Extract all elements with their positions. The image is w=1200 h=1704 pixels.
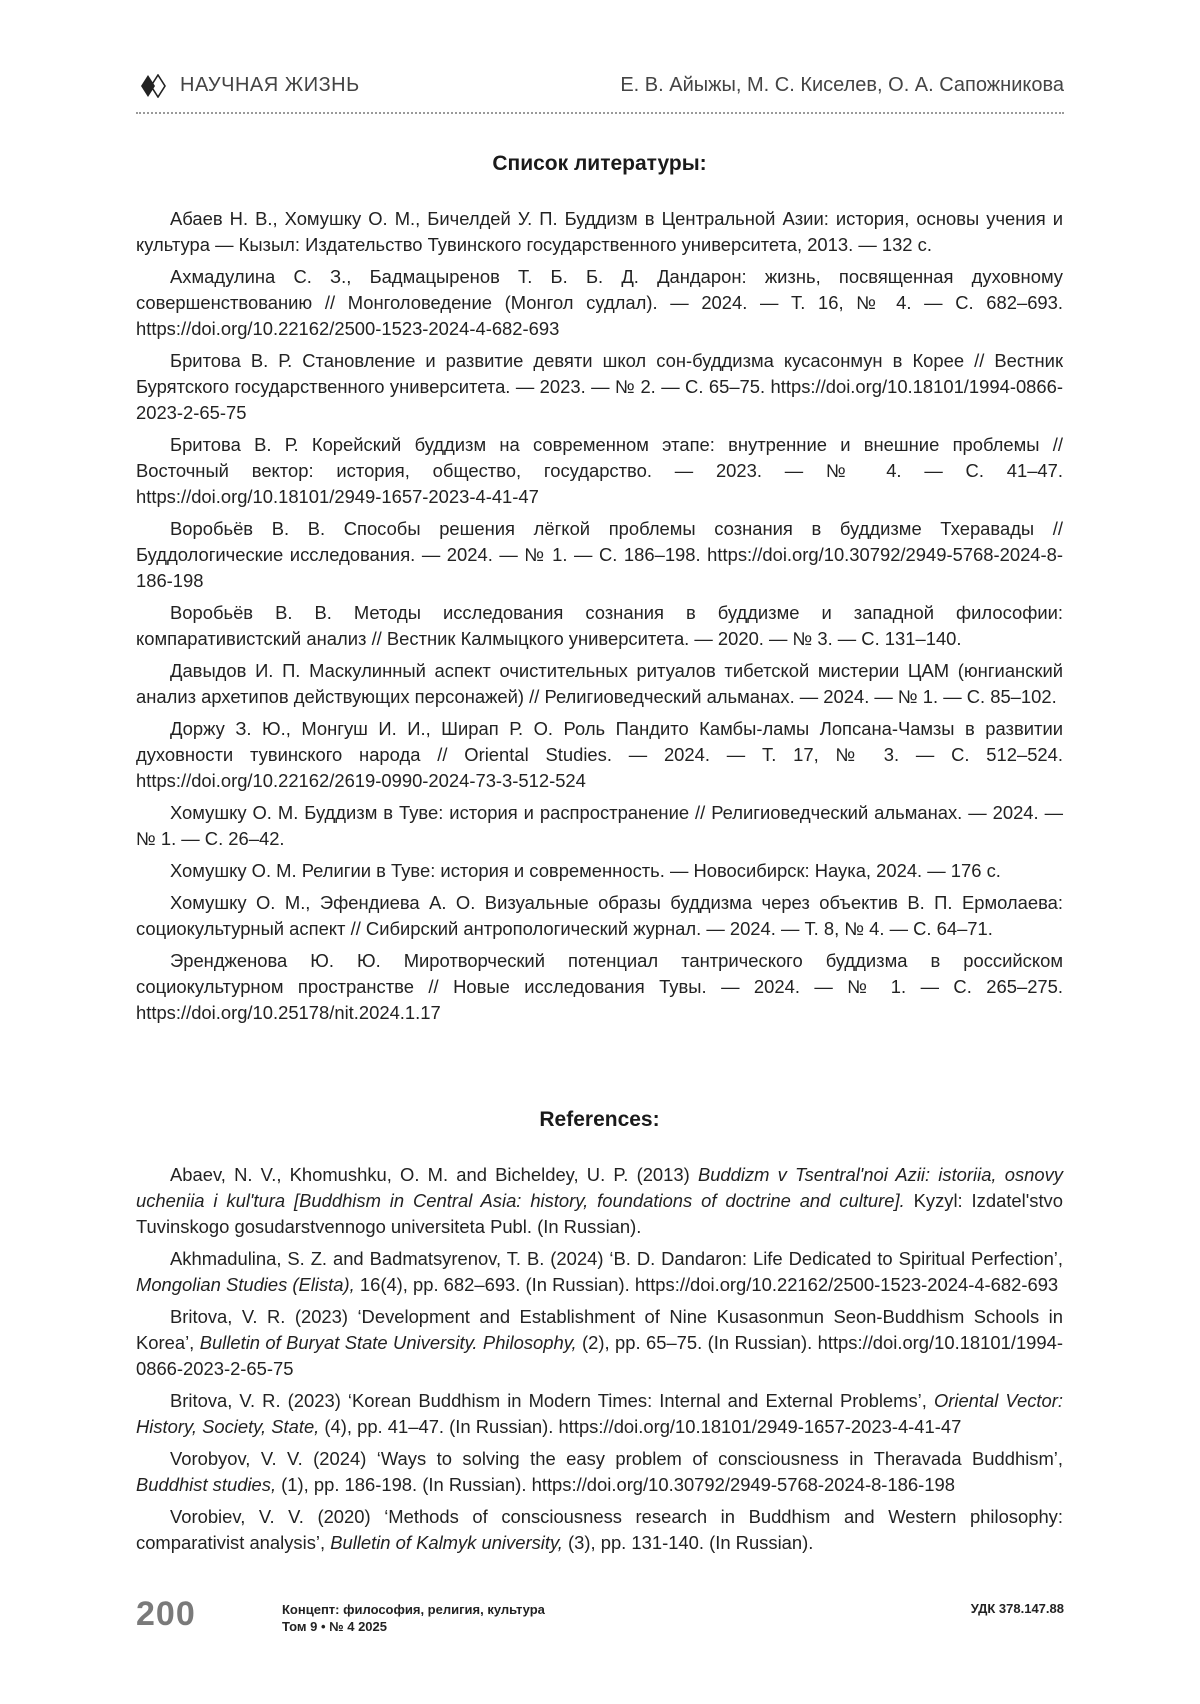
reference-item: Ахмадулина С. З., Бадмацыренов Т. Б. Б. Д. Дандарон: жизнь, посвященная духовному совершенствованию // Монголоведение (Монгол судлал). — 2024. — Т. 16, № 4. — С. 682–693. https://doi.org/10.22162/2500-1523-2024-4-682-693	[136, 266, 1063, 339]
section-title: НАУЧНАЯ ЖИЗНЬ	[180, 74, 360, 96]
references-heading-ru: Список литературы:	[492, 152, 707, 175]
russian-references	[136, 152, 1063, 1032]
references-heading-en: References:	[539, 1108, 660, 1131]
journal-title: Концепт: философия, религия, культура	[282, 1602, 545, 1617]
running-header	[136, 72, 1064, 112]
udc-code: УДК 378.147.88	[970, 1601, 1064, 1616]
reference-item: Vorobyov, V. V. (2024) ‘Ways to solving the easy problem of consciousness in Theravada Buddhism’, Buddhist studies, (1), pp. 186-198. (In Russian). https://doi.org/10.30792/2949-5768-2024-8-186-198	[136, 1448, 1063, 1495]
reference-item: Britova, V. R. (2023) ‘Development and Establishment of Nine Kusasonmun Seon-Buddhism Schools in Korea’, Bulletin of Buryat State University. Philosophy, (2), pp. 65–75. (In Russian). https://doi.org/10.18101/1994-0866-2023-2-65-75	[136, 1306, 1063, 1379]
page-footer	[136, 1595, 1064, 1655]
header-divider	[136, 112, 1064, 114]
reference-item: Britova, V. R. (2023) ‘Korean Buddhism in Modern Times: Internal and External Problems’, Oriental Vector: History, Society, State, (4), pp. 41–47. (In Russian). https://doi.org/10.18101/2949-1657-2023-4-41-47	[136, 1390, 1063, 1437]
reference-item: Хомушку О. М. Буддизм в Туве: история и распространение // Религиоведческий альманах. — 2024. — № 1. — С. 26–42.	[136, 802, 1063, 849]
reference-item: Бритова В. Р. Корейский буддизм на современном этапе: внутренние и внешние проблемы // Восточный вектор: история, общество, государство. — 2023. — № 4. — С. 41–47. https://doi.org/10.18101/2949-1657-2023-4-41-47	[136, 434, 1063, 507]
english-references	[136, 1108, 1063, 1562]
reference-item: Воробьёв В. В. Способы решения лёгкой проблемы сознания в буддизме Тхеравады // Буддологические исследования. — 2024. — № 1. — С. 186–198. https://doi.org/10.30792/2949-5768-2024-8-186-198	[136, 518, 1063, 591]
running-authors: Е. В. Айыжы, М. С. Киселев, О. А. Сапожникова	[620, 74, 1064, 96]
journal-info	[282, 1601, 545, 1635]
reference-item: Давыдов И. П. Маскулинный аспект очистительных ритуалов тибетской мистерии ЦАМ (юнгианский анализ архетипов действующих персонажей) // Религиоведческий альманах. — 2024. — № 1. — С. 85–102.	[136, 660, 1063, 707]
reference-item: Абаев Н. В., Хомушку О. М., Бичелдей У. П. Буддизм в Центральной Азии: история, основы учения и культура — Кызыл: Издательство Тувинского государственного университета, 2013. — 132 с.	[136, 208, 1063, 255]
reference-item: Доржу З. Ю., Монгуш И. И., Ширап Р. О. Роль Пандито Камбы-ламы Лопсана-Чамзы в развитии духовности тувинского народа // Oriental Studies. — 2024. — Т. 17, № 3. — С. 512–524. https://doi.org/10.22162/2619-0990-2024-73-3-512-524	[136, 718, 1063, 791]
reference-item: Эрендженова Ю. Ю. Миротворческий потенциал тантрического буддизма в российском социокультурном пространстве // Новые исследования Тувы. — 2024. — № 1. — С. 265–275. https://doi.org/10.25178/nit.2024.1.17	[136, 950, 1063, 1023]
reference-item: Vorobiev, V. V. (2020) ‘Methods of consciousness research in Buddhism and Western philosophy: comparativist analysis’, Bulletin of Kalmyk university, (3), pp. 131-140. (In Russian).	[136, 1506, 1063, 1553]
journal-issue: Том 9 • № 4 2025	[282, 1619, 387, 1634]
reference-item: Хомушку О. М. Религии в Туве: история и современность. — Новосибирск: Наука, 2024. — 176 с.	[170, 860, 1001, 881]
reference-item: Akhmadulina, S. Z. and Badmatsyrenov, T. B. (2024) ‘B. D. Dandaron: Life Dedicated to Spiritual Perfection’, Mongolian Studies (Elista), 16(4), pp. 682–693. (In Russian). https://doi.org/10.22162/2500-1523-2024-4-682-693	[136, 1248, 1063, 1295]
diamond-logo-icon	[140, 74, 172, 98]
reference-item: Abaev, N. V., Khomushku, O. M. and Bicheldey, U. P. (2013) Buddizm v Tsentral'noi Azii: istoriia, osnovy ucheniia i kul'tura [Buddhism in Central Asia: history, foundations of doctrine and culture]. Kyzyl: Izdatel'stvo Tuvinskogo gosudarstvennogo universiteta Publ. (In Russian).	[136, 1164, 1063, 1237]
reference-item: Воробьёв В. В. Методы исследования сознания в буддизме и западной философии: компаративистский анализ // Вестник Калмыцкого университета. — 2020. — № 3. — С. 131–140.	[136, 602, 1063, 649]
reference-item: Хомушку О. М., Эфендиева А. О. Визуальные образы буддизма через объектив В. П. Ермолаева: социокультурный аспект // Сибирский антропологический журнал. — 2024. — Т. 8, № 4. — С. 64–71.	[136, 892, 1063, 939]
reference-item: Бритова В. Р. Становление и развитие девяти школ сон-буддизма кусасонмун в Корее // Вестник Бурятского государственного университета. — 2023. — № 2. — С. 65–75. https://doi.org/10.18101/1994-0866-2023-2-65-75	[136, 350, 1063, 423]
page-number: 200	[136, 1595, 196, 1633]
